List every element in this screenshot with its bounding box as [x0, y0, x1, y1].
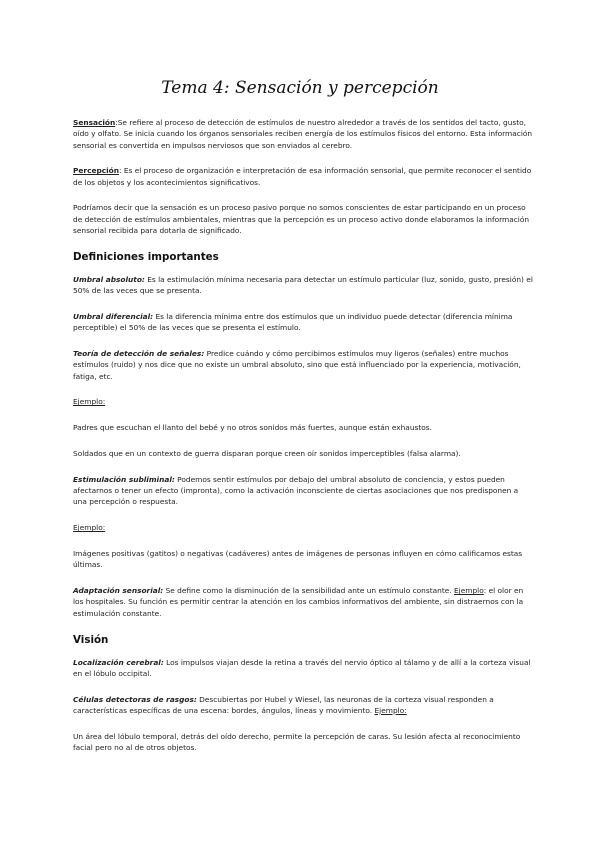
umbral-absoluto-term: Umbral absoluto:: [73, 274, 145, 284]
ejemplo-imagenes: Imágenes positivas (gatitos) o negativas (cadáveres) antes de imágenes de personas influyen en cómo calificamos estas últimas.: [73, 549, 523, 570]
teoria-senales-term: Teoría de detección de señales:: [73, 349, 205, 359]
percepcion-paragraph: [73, 165, 533, 188]
adaptacion-sensorial-text-before: Se define como la disminución de la sensibilidad ante un estímulo constante.: [163, 586, 454, 596]
umbral-diferencial-term: Umbral diferencial:: [73, 311, 154, 321]
adaptacion-ejemplo-label: Ejemplo: [453, 586, 484, 596]
umbral-diferencial-paragraph: [73, 311, 533, 334]
localizacion-cerebral-text: Los impulsos viajan desde la retina a través del nervio óptico al tálamo y de allí a la corteza visual en el lóbulo occipital.: [73, 657, 531, 678]
definiciones-heading: Definiciones importantes: [73, 250, 219, 263]
sensacion-term: Sensación: [73, 118, 116, 127]
celulas-detectoras-text: Descubiertas por Hubel y Wiesel, las neuronas de la corteza visual responden a características específicas de una escena: bordes, ángulos, líneas y movimiento.: [73, 694, 494, 715]
umbral-diferencial-text: Es la diferencia mínima entre dos estímulos que un individuo puede detectar (diferencia mínima perceptible) el 50% de las veces que se presenta el estímulo.: [73, 311, 513, 333]
celulas-detectoras-term: Células detectoras de rasgos:: [73, 694, 197, 704]
ejemplo-padres: Padres que escuchan el llanto del bebé y no otros sonidos más fuertes, aunque están exhaustos.: [73, 423, 432, 433]
area-lobulo-paragraph: Un área del lóbulo temporal, detrás del oído derecho, permite la percepción de caras. Su lesión afecta al reconocimiento facial pero no al de otros objetos.: [73, 731, 521, 752]
celulas-ejemplo-label: Ejemplo:: [374, 705, 407, 715]
percepcion-text: : Es el proceso de organización e interpretación de esa información sensorial, que permite reconocer el sentido de los objetos y los acontecimientos significativos.: [73, 166, 532, 187]
percepcion-term: Percepción: [73, 166, 120, 176]
adaptacion-sensorial-term: Adaptación sensorial:: [73, 586, 164, 596]
teoria-senales-text: Predice cuándo y cómo percibimos estímulos muy ligeros (señales) entre muchos estímulos (ruido) y nos dice que no existe un umbral absoluto, sino que está influenciado por la experiencia, motivación, fatiga, etc.: [73, 349, 521, 381]
teoria-senales-paragraph: [73, 348, 533, 382]
ejemplo-label-text-1: Ejemplo:: [73, 397, 106, 407]
page-title: Tema 4: Sensación y percepción: [161, 78, 439, 98]
adaptacion-sensorial-paragraph: [73, 585, 533, 619]
ejemplo-label-1: [73, 396, 533, 407]
vision-heading: Visión: [73, 633, 109, 646]
sensacion-paragraph: [73, 117, 533, 151]
estimulacion-subliminal-term: Estimulación subliminal:: [73, 474, 175, 484]
localizacion-cerebral-paragraph: [73, 657, 533, 680]
estimulacion-subliminal-paragraph: [73, 474, 533, 508]
celulas-detectoras-paragraph: [73, 694, 533, 717]
adaptacion-sensorial-text-after: : el olor en los hospitales. Su función es permitir centrar la atención en los cambios informativos del ambiente, sin distraernos con la estimulación constante.: [73, 586, 524, 618]
intro-paragraph: Podríamos decir que la sensación es un proceso pasivo porque no somos conscientes de estar participando en un proceso de detección de estímulos ambientales, mientras que la percepción es un proceso activo donde elaboramos la información sensorial recibida para dotarla de significado.: [73, 203, 530, 236]
umbral-absoluto-paragraph: [73, 274, 533, 297]
ejemplo-label-text-2: Ejemplo:: [73, 523, 106, 533]
ejemplo-soldados: Soldados que en un contexto de guerra disparan porque creen oír sonidos imperceptibles (falsa alarma).: [73, 449, 461, 459]
umbral-absoluto-text: Es la estimulación mínima necesaria para detectar un estímulo particular (luz, sonido, gusto, presión) el 50% de las veces que se presenta.: [73, 274, 533, 296]
estimulacion-subliminal-text: Podemos sentir estímulos por debajo del umbral absoluto de conciencia, y estos pueden afectarnos o tener un efecto (impronta), como la activación inconsciente de ciertas asociaciones que nos predisponen a una percepción o respuesta.: [73, 474, 519, 507]
ejemplo-label-2: [73, 522, 533, 533]
localizacion-cerebral-term: Localización cerebral:: [73, 657, 164, 667]
sensacion-text: :Se refiere al proceso de detección de estímulos de nuestro alrededor a través de los sentidos del tacto, gusto, oído y olfato. Se inicia cuando los órganos sensoriales reciben energía de los estímulos físicos del entorno. Esta información sensorial es convertida en impulsos nerviosos que son enviados al cerebro.: [73, 118, 533, 150]
document-body: [73, 117, 533, 768]
